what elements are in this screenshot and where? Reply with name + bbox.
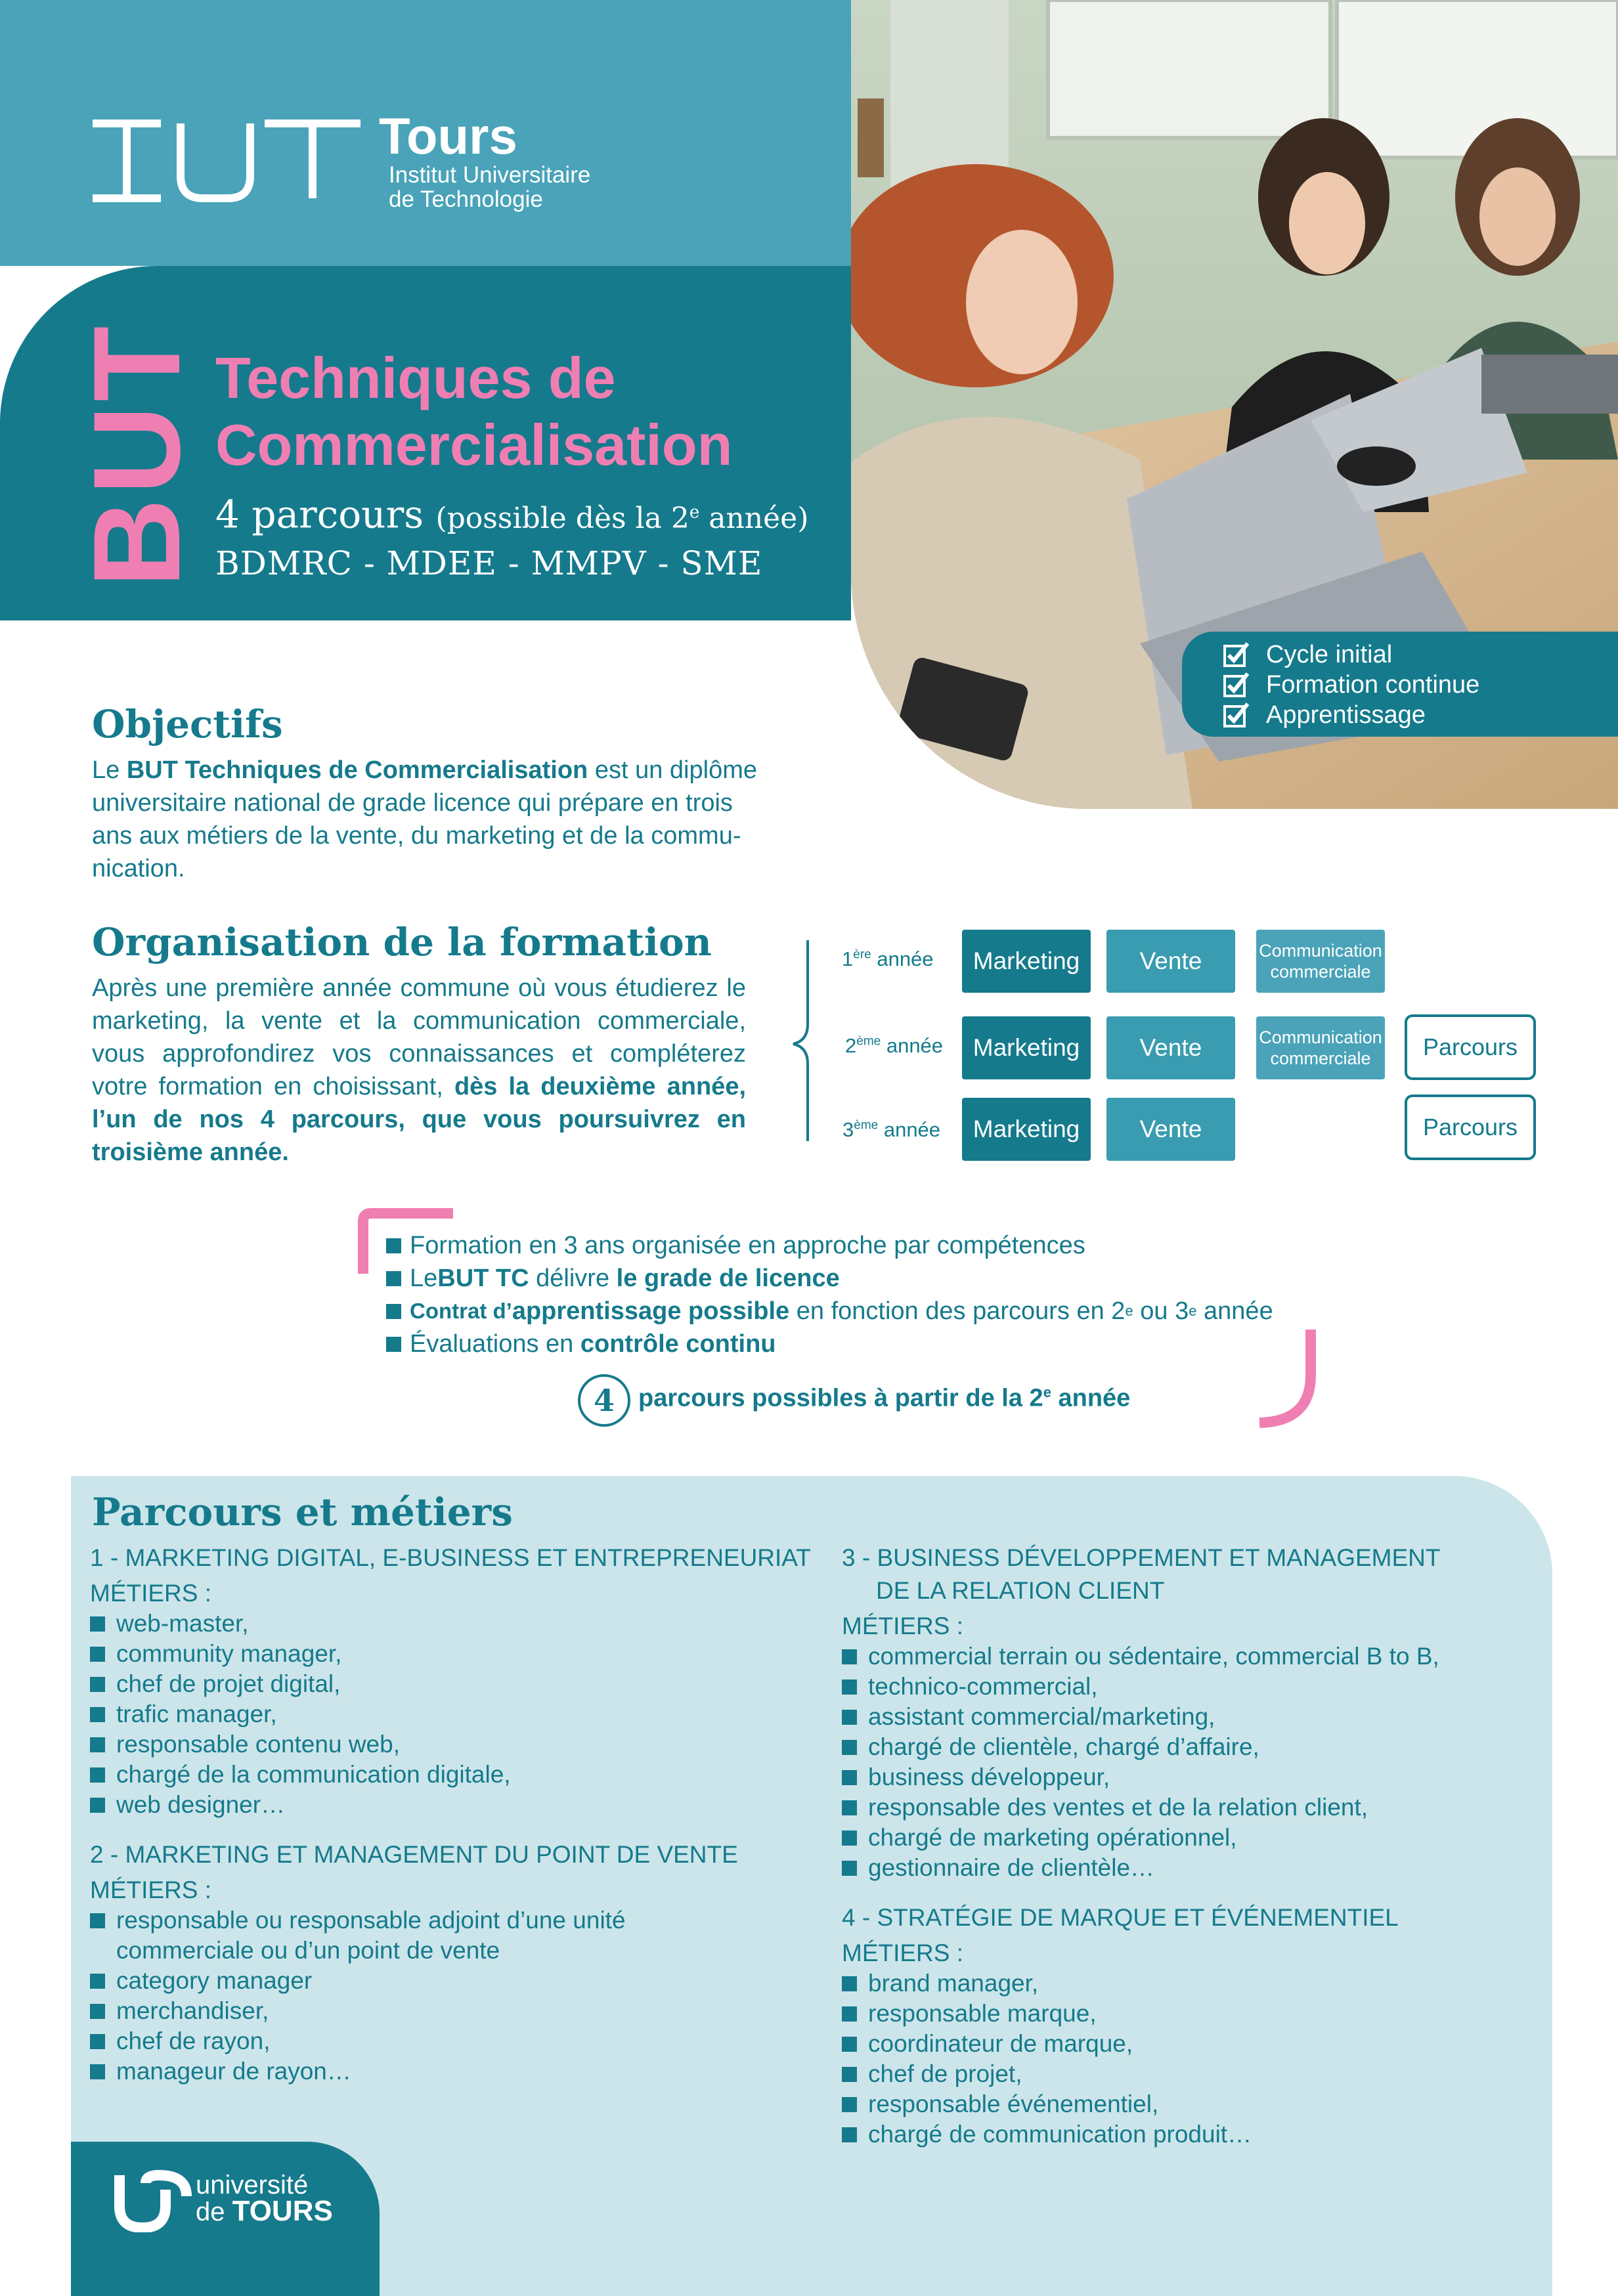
cycle-label: Apprentissage (1266, 701, 1426, 729)
but-vertical-label: BUT (68, 322, 206, 588)
highlight-bold: BUT TC (437, 1265, 529, 1292)
list-item (842, 1672, 1538, 1702)
title-line2: Commercialisation (215, 412, 733, 477)
cycle-item-apprentissage (1223, 700, 1618, 730)
highlight-text: en fonction des parcours en 2 (796, 1297, 1126, 1325)
bullet-square-icon (842, 2037, 857, 2052)
parcours-2-title: 2 - MARKETING ET MANAGEMENT DU POINT DE VENTE (90, 1841, 738, 1868)
box-communication-y1 (1256, 930, 1385, 993)
comm-line2: commerciale (1270, 962, 1371, 982)
highlight-text: ou 3 (1140, 1297, 1189, 1325)
bullet-square-icon (842, 1800, 857, 1815)
objectifs-heading: Objectifs (92, 702, 283, 747)
parcours-count-text (638, 1384, 1130, 1413)
list-item-line2: commerciale ou d’un point de vente (116, 1937, 500, 1964)
bullet-square-icon (842, 2006, 857, 2022)
box-marketing-y3: Marketing (962, 1098, 1091, 1161)
list-item-text: manageur de rayon… (116, 2058, 351, 2085)
parcours-3-title-line1: 3 - BUSINESS DÉVELOPPEMENT ET MANAGEMENT (842, 1544, 1441, 1571)
list-item-text: brand manager, (868, 1970, 1039, 1997)
ut-line2a: de (196, 2198, 232, 2226)
list-item (842, 2089, 1538, 2119)
parcours-1-title: 1 - MARKETING DIGITAL, E-BUSINESS ET ENTREPRENEURIAT (90, 1544, 811, 1571)
list-item (842, 1762, 1538, 1792)
logo-inst-line1: Institut Universitaire (389, 162, 591, 188)
list-item-text: community manager, (116, 1640, 342, 1667)
year-text: année (881, 1034, 944, 1057)
bullet-square-icon (90, 1707, 105, 1722)
list-item-text: responsable des ventes et de la relation client, (868, 1794, 1368, 1821)
parcours-metiers-heading: Parcours et métiers (92, 1490, 513, 1534)
cycle-item-initial (1223, 639, 1618, 670)
list-item-text: responsable événementiel, (868, 2090, 1159, 2117)
universite-tours-text (196, 2172, 333, 2225)
parcours-note-sup: e (689, 502, 700, 522)
bullet-square-icon (842, 2067, 857, 2082)
highlight-bold: apprentissage possible (512, 1297, 790, 1325)
iut-logo-icon (89, 118, 364, 204)
box-vente-y1: Vente (1106, 930, 1235, 993)
num-sup: e (1043, 1384, 1051, 1400)
highlight-sup: e (1189, 1303, 1197, 1319)
bullet-square-icon (90, 1647, 105, 1662)
bullet-square-icon (842, 1861, 857, 1876)
bullet-square-icon (842, 1976, 857, 1991)
highlight-bold: contrôle continu (580, 1330, 776, 1358)
list-item-text: chef de rayon, (116, 2027, 271, 2054)
list-item (90, 1669, 812, 1699)
list-item-text: chef de projet, (868, 2060, 1022, 2087)
highlight-text: Formation en 3 ans organisée en approche par compétences (410, 1232, 1085, 1259)
list-item (842, 1792, 1538, 1823)
list-item-text: commercial terrain ou sédentaire, commercial B to B, (868, 1643, 1439, 1670)
logo-institute-text (389, 163, 590, 211)
parcours-note-text: (possible dès la 2 (435, 501, 689, 535)
year-sup: ème (856, 1034, 881, 1049)
num-text: parcours possibles à partir de la 2 (638, 1384, 1043, 1412)
box-parcours-y2: Parcours (1405, 1014, 1536, 1080)
metiers-label: MÉTIERS : (90, 1580, 212, 1607)
year-3-label (842, 1118, 940, 1142)
objectifs-text (92, 754, 768, 885)
parcours-3-title (842, 1542, 1538, 1607)
parcours-4-list (842, 1968, 1538, 2150)
bullet-square-icon (842, 1830, 857, 1846)
year-1-label (842, 947, 934, 971)
year-text: année (871, 947, 934, 970)
bullet-square-icon (90, 2004, 105, 2019)
bullet-square-icon (90, 1974, 105, 1989)
organisation-text (92, 972, 746, 1169)
year-sup: ème (854, 1118, 879, 1133)
highlight-sup: e (1125, 1303, 1133, 1319)
universite-tours-logo-icon (113, 2170, 192, 2232)
list-item-text: business développeur, (868, 1764, 1110, 1790)
curly-brace-icon (788, 939, 814, 1142)
list-item (90, 1729, 812, 1760)
comm-line1: Communication (1259, 1028, 1382, 1047)
box-marketing-y2: Marketing (962, 1016, 1091, 1079)
list-item-text: chargé de communication produit… (868, 2121, 1252, 2148)
bullet-square-icon (90, 1798, 105, 1813)
cycle-box (1182, 632, 1618, 737)
highlight-bold: le grade de licence (616, 1265, 840, 1292)
list-item-text: responsable marque, (868, 2000, 1097, 2027)
bullet-square-icon (90, 1677, 105, 1692)
parcours-count-line (215, 489, 808, 542)
bullet-square-icon (386, 1337, 401, 1352)
list-item-text: responsable contenu web, (116, 1731, 400, 1758)
list-item-text: chargé de marketing opérationnel, (868, 1824, 1237, 1851)
metiers-label: MÉTIERS : (842, 1613, 964, 1639)
parcours-count-circle: 4 (578, 1374, 630, 1427)
list-item (842, 1732, 1538, 1762)
highlight-text: Évaluations en (410, 1330, 574, 1358)
highlight-text: année (1204, 1297, 1273, 1325)
checkbox-checked-icon (1223, 701, 1250, 729)
page-title (215, 345, 732, 479)
cycle-label: Cycle initial (1266, 640, 1393, 668)
bullet-square-icon (90, 1913, 105, 1928)
bullet-square-icon (90, 1767, 105, 1783)
list-item (90, 2056, 812, 2087)
list-item (842, 1999, 1538, 2029)
parcours-2-list (90, 1905, 812, 2087)
highlight-item (386, 1262, 1273, 1295)
list-item (842, 2059, 1538, 2089)
box-parcours-y3: Parcours (1405, 1094, 1536, 1160)
bullet-square-icon (90, 1737, 105, 1752)
list-item-text (116, 1905, 626, 1966)
objectifs-bold: BUT Techniques de Commercialisation (126, 756, 588, 784)
bullet-square-icon (842, 1740, 857, 1755)
list-item-text: web designer… (116, 1791, 286, 1818)
comm-line1: Communication (1259, 941, 1382, 961)
list-item-text: trafic manager, (116, 1700, 277, 1727)
bullet-square-icon (90, 2064, 105, 2079)
year-sup: ère (853, 947, 871, 962)
list-item (842, 1968, 1538, 1999)
list-item (90, 1699, 812, 1729)
highlights-list (386, 1229, 1273, 1360)
bullet-square-icon (842, 2097, 857, 2112)
objectifs-rest: est un diplôme universitaire national de grade licence qui prépare en trois ans aux métiers de la vente, du marketing et de la commu-nication. (92, 756, 757, 882)
ut-line1: université (196, 2171, 309, 2199)
list-item (842, 1823, 1538, 1853)
logo-tours-text: Tours (379, 107, 517, 165)
list-item-text: technico-commercial, (868, 1673, 1098, 1700)
list-item (842, 2119, 1538, 2150)
bullet-square-icon (842, 2127, 857, 2142)
highlight-text: Le (410, 1265, 438, 1292)
list-item (90, 1996, 812, 2026)
cycle-item-continue (1223, 670, 1618, 700)
parcours-1-list (90, 1609, 812, 1820)
checkbox-checked-icon (1223, 641, 1250, 668)
list-item (90, 2026, 812, 2056)
list-item (842, 1702, 1538, 1732)
box-marketing-y1: Marketing (962, 930, 1091, 993)
num-end: année (1051, 1384, 1131, 1412)
parcours-main: 4 parcours (215, 492, 424, 537)
bullet-square-icon (842, 1770, 857, 1785)
year-2-label (845, 1034, 943, 1058)
list-item (90, 1966, 812, 1996)
list-item-text: assistant commercial/marketing, (868, 1703, 1215, 1730)
parcours-note-end: année) (699, 501, 809, 535)
list-item (90, 1639, 812, 1669)
list-item (90, 1760, 812, 1790)
list-item (90, 1905, 812, 1966)
year-num: 1 (842, 947, 854, 970)
box-vente-y3: Vente (1106, 1098, 1235, 1161)
organisation-text-bold: dès la deuxième année, l’un de nos 4 parcours, que vous poursuivrez en troisième année. (92, 1073, 747, 1166)
ut-line2b: TOURS (232, 2195, 333, 2227)
list-item (842, 1641, 1538, 1672)
highlight-text: délivre (536, 1265, 610, 1292)
year-num: 2 (845, 1034, 857, 1057)
bullet-square-icon (90, 1616, 105, 1632)
title-line1: Techniques de (215, 345, 616, 410)
parcours-3-title-line2: DE LA RELATION CLIENT (876, 1577, 1165, 1604)
list-item (90, 1790, 812, 1820)
list-item-text: web-master, (116, 1610, 249, 1637)
highlight-bold: Contrat d’ (410, 1299, 512, 1323)
list-item-text: coordinateur de marque, (868, 2030, 1133, 2057)
parcours-3-list (842, 1641, 1538, 1883)
highlight-item (386, 1229, 1273, 1262)
highlight-item (386, 1328, 1273, 1360)
list-item-line1: responsable ou responsable adjoint d’une unité (116, 1907, 626, 1934)
parcours-left-column (90, 1542, 812, 2087)
list-item-text: merchandiser, (116, 1997, 269, 2024)
bullet-square-icon (90, 2034, 105, 2049)
bullet-square-icon (386, 1271, 401, 1286)
metiers-label: MÉTIERS : (842, 1939, 964, 1966)
bullet-square-icon (842, 1710, 857, 1725)
parcours-4-title: 4 - STRATÉGIE DE MARQUE ET ÉVÉNEMENTIEL (842, 1904, 1399, 1931)
box-vente-y2: Vente (1106, 1016, 1235, 1079)
checkbox-checked-icon (1223, 671, 1250, 699)
list-item-text: chargé de clientèle, chargé d’affaire, (868, 1733, 1259, 1760)
bullet-square-icon (386, 1238, 401, 1253)
list-item (842, 1853, 1538, 1883)
list-item (90, 1609, 812, 1639)
objectifs-lead: Le (92, 756, 127, 784)
parcours-note (435, 502, 808, 535)
list-item-text: chargé de la communication digitale, (116, 1761, 511, 1788)
bullet-square-icon (386, 1304, 401, 1319)
list-item-text: category manager (116, 1967, 313, 1994)
bullet-square-icon (842, 1649, 857, 1664)
organisation-text-body: Après une première année commune où vous étudierez le marketing, la vente et la communication commerciale, vous approfondirez vos connaissances et compléterez votre formation en choisissant, (92, 974, 746, 1100)
comm-line2: commerciale (1270, 1049, 1371, 1068)
organisation-heading: Organisation de la formation (92, 920, 712, 964)
parcours-acronyms: BDMRC - MDEE - MMPV - SME (215, 544, 763, 582)
list-item (842, 2029, 1538, 2059)
metiers-label: MÉTIERS : (90, 1876, 212, 1903)
cycle-label: Formation continue (1266, 670, 1480, 699)
parcours-right-column (842, 1542, 1538, 2150)
bullet-square-icon (842, 1679, 857, 1695)
highlight-item (386, 1295, 1273, 1328)
logo-inst-line2: de Technologie (389, 186, 543, 212)
box-communication-y2 (1256, 1016, 1385, 1079)
list-item-text: gestionnaire de clientèle… (868, 1854, 1155, 1881)
year-num: 3 (842, 1118, 854, 1141)
year-text: année (878, 1118, 941, 1141)
list-item-text: chef de projet digital, (116, 1670, 341, 1697)
